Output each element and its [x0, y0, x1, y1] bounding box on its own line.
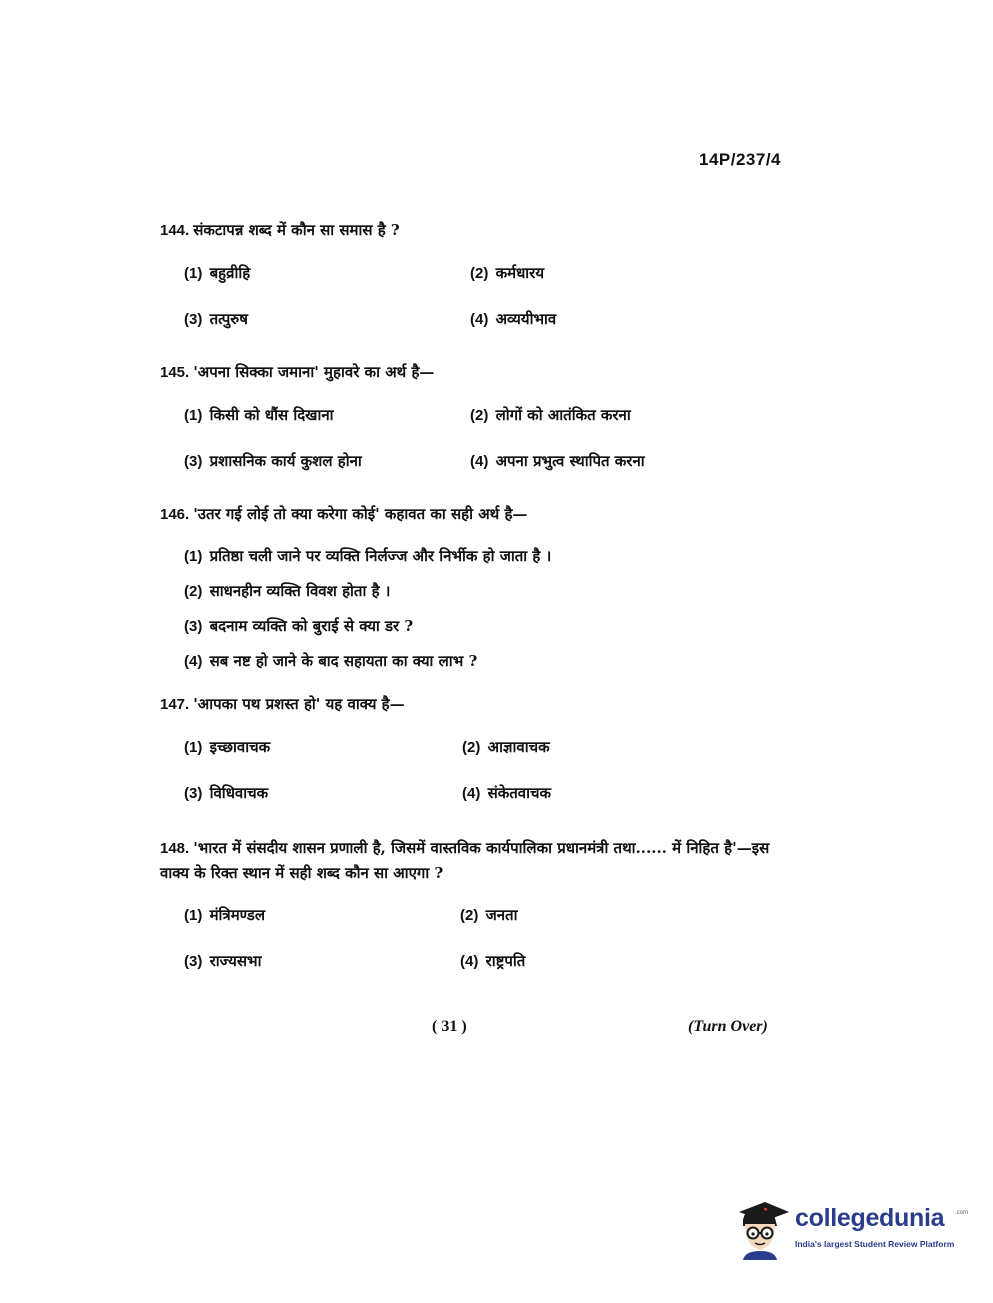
logo-tagline: India's largest Student Review Platform	[795, 1239, 955, 1249]
option-1	[184, 263, 250, 283]
option-text: इच्छावाचक	[209, 738, 271, 756]
option-text: किसी को धौंस दिखाना	[209, 406, 334, 424]
question-number: 148.	[160, 840, 190, 857]
option-number: (4)	[184, 653, 203, 670]
option-2	[460, 905, 517, 925]
student-mascot-icon	[735, 1196, 791, 1260]
option-text: अपना प्रभुत्व स्थापित करना	[495, 452, 645, 470]
question-stem	[160, 836, 780, 885]
options-grid	[160, 737, 780, 817]
question-number: 146.	[160, 506, 190, 523]
options-list	[160, 539, 780, 679]
option-3	[184, 451, 362, 471]
question-stem	[160, 502, 780, 527]
option-2	[462, 737, 550, 757]
question-text: 'अपना सिक्का जमाना' मुहावरे का अर्थ है—	[193, 363, 435, 381]
option-number: (2)	[462, 739, 481, 756]
question-stem	[160, 218, 780, 243]
option-number: (2)	[470, 407, 489, 424]
option-text: लोगों को आतंकित करना	[495, 406, 631, 424]
logo-domain: .com	[955, 1210, 969, 1216]
option-number: (4)	[462, 785, 481, 802]
option-number: (1)	[184, 907, 203, 924]
option-number: (1)	[184, 739, 203, 756]
option-number: (3)	[184, 453, 203, 470]
option-text: मंत्रिमण्डल	[209, 906, 266, 924]
question-text: 'उतर गई लोई तो क्या करेगा कोई' कहावत का सही अर्थ है—	[193, 505, 528, 523]
question-147	[160, 692, 780, 817]
option-4	[462, 783, 551, 803]
question-text: 'आपका पथ प्रशस्त हो' यह वाक्य है—	[193, 695, 405, 713]
option-text: अव्ययीभाव	[495, 310, 557, 328]
option-2	[184, 574, 780, 609]
option-3	[184, 309, 248, 329]
option-text: तत्पुरुष	[209, 310, 248, 328]
option-text: साधनहीन व्यक्ति विवश होता है ।	[209, 582, 391, 600]
option-1	[184, 405, 334, 425]
option-number: (4)	[470, 453, 489, 470]
question-146	[160, 502, 780, 679]
question-number: 144.	[160, 222, 190, 239]
option-text: प्रशासनिक कार्य कुशल होना	[209, 452, 362, 470]
option-text: संकेतवाचक	[487, 784, 552, 802]
question-number: 147.	[160, 696, 190, 713]
page-number: ( 31 )	[432, 1018, 467, 1035]
option-text: कर्मधारय	[495, 264, 545, 282]
option-1	[184, 737, 270, 757]
option-4	[460, 951, 525, 971]
option-3	[184, 951, 261, 971]
paper-code: 14P/237/4	[698, 150, 781, 169]
option-number: (3)	[184, 311, 203, 328]
question-144	[160, 218, 780, 343]
option-number: (2)	[460, 907, 479, 924]
option-text: राज्यसभा	[209, 952, 262, 970]
option-4	[184, 644, 780, 679]
question-stem	[160, 360, 780, 385]
option-text: प्रतिष्ठा चली जाने पर व्यक्ति निर्लज्ज और निर्भीक हो जाता है ।	[209, 547, 552, 565]
option-text: राष्ट्रपति	[485, 952, 526, 970]
option-3	[184, 783, 268, 803]
option-text: विधिवाचक	[209, 784, 269, 802]
option-text: सब नष्ट हो जाने के बाद सहायता का क्या लाभ ?	[209, 652, 478, 670]
question-stem	[160, 692, 780, 717]
option-number: (1)	[184, 265, 203, 282]
option-4	[470, 451, 645, 471]
option-number: (2)	[184, 583, 203, 600]
option-number: (3)	[184, 618, 203, 635]
option-2	[470, 405, 631, 425]
option-2	[470, 263, 544, 283]
collegedunia-logo	[735, 1196, 969, 1260]
options-grid	[160, 263, 780, 343]
option-number: (4)	[470, 311, 489, 328]
option-1	[184, 905, 265, 925]
turn-over-note: (Turn Over)	[688, 1018, 768, 1035]
option-4	[470, 309, 556, 329]
question-148	[160, 836, 780, 985]
option-text: आज्ञावाचक	[487, 738, 550, 756]
options-grid	[160, 905, 780, 985]
question-145	[160, 360, 780, 485]
question-number: 145.	[160, 364, 190, 381]
option-text: बहुव्रीहि	[209, 264, 251, 282]
option-number: (3)	[184, 785, 203, 802]
option-number: (3)	[184, 953, 203, 970]
option-number: (1)	[184, 548, 203, 565]
options-grid	[160, 405, 780, 485]
question-text: संकटापन्न शब्द में कौन सा समास है ?	[193, 221, 400, 239]
option-number: (4)	[460, 953, 479, 970]
option-number: (2)	[470, 265, 489, 282]
option-number: (1)	[184, 407, 203, 424]
option-text: बदनाम व्यक्ति को बुराई से क्या डर ?	[209, 617, 414, 635]
option-text: जनता	[485, 906, 518, 924]
logo-wordmark: collegedunia	[795, 1204, 945, 1232]
option-1	[184, 539, 780, 574]
question-text: 'भारत में संसदीय शासन प्रणाली है, जिसमें वास्तविक कार्यपालिका प्रधानमंत्री तथा...... में निहित है'—इस वाक्य के रिक्त स्थान में सही शब्द कौन सा आएगा ?	[160, 839, 770, 882]
option-3	[184, 609, 780, 644]
